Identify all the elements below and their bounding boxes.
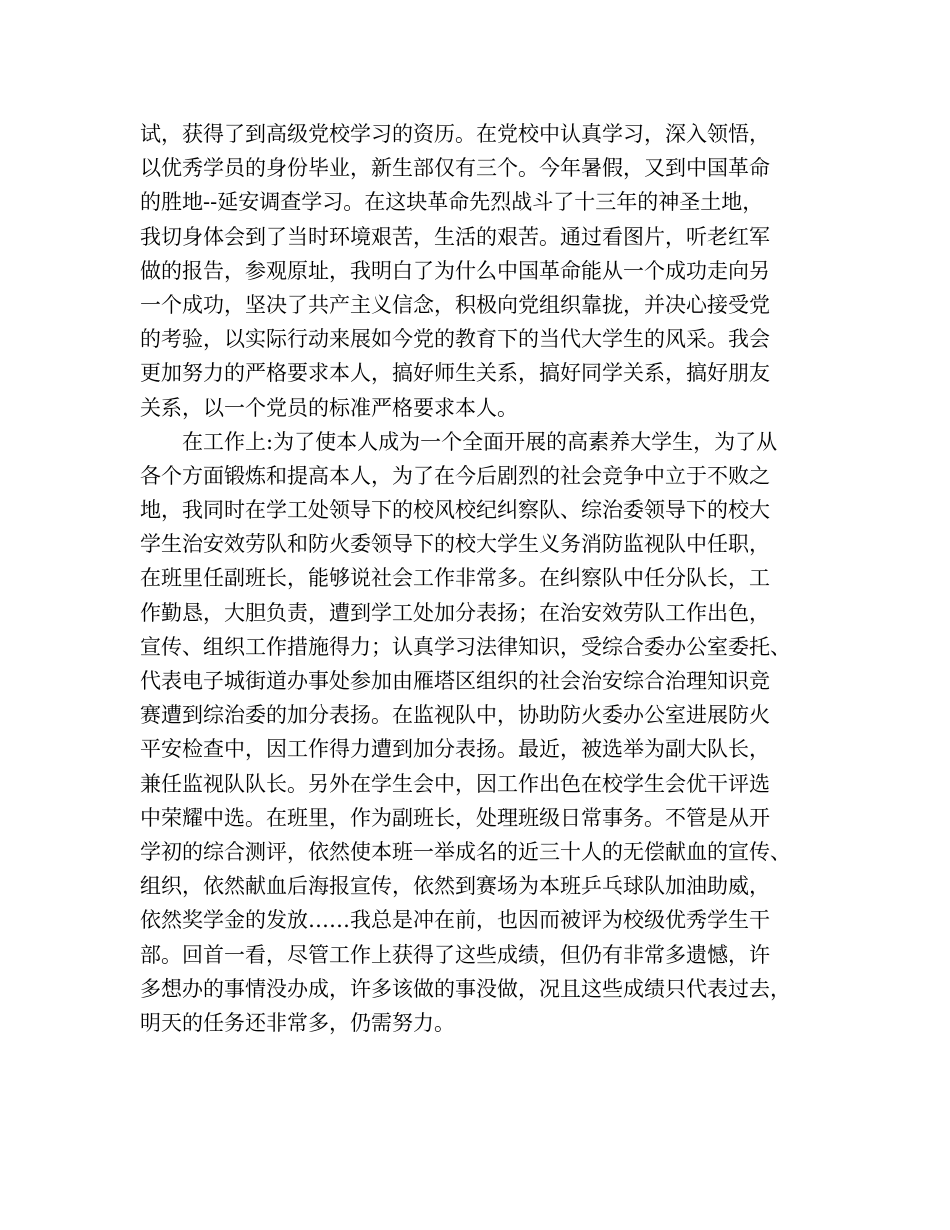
text-line: 平安检查中，因工作得力遭到加分表扬。最近，被选举为副大队长，	[140, 737, 770, 762]
text-line: 更加努力的严格要求本人，搞好师生关系，搞好同学关系，搞好朋友	[140, 361, 770, 386]
text-line: 各个方面锻炼和提高本人，为了在今后剧烈的社会竞争中立于不败之	[140, 463, 770, 488]
text-line: 的考验，以实际行动来展如今党的教育下的当代大学生的风采。我会	[140, 327, 770, 352]
text-line: 在工作上:为了使本人成为一个全面开展的高素养大学生，为了从	[140, 429, 778, 454]
text-line: 代表电子城街道办事处参加由雁塔区组织的社会治安综合治理知识竞	[140, 669, 770, 693]
text-line: 宣传、组织工作措施得力；认真学习法律知识，受综合委办公室委托、	[140, 634, 791, 659]
text-line: 组织，依然献血后海报宣传，依然到赛场为本班乒乓球队加油助威，	[140, 874, 770, 899]
text-line: 作勤恳，大胆负责，遭到学工处加分表扬；在治安效劳队工作出色，	[140, 600, 770, 625]
text-line: 赛遭到综治委的加分表扬。在监视队中，协助防火委办公室进展防火	[140, 703, 770, 728]
text-line: 试，获得了到高级党校学习的资历。在党校中认真学习，深入领悟，	[140, 122, 770, 146]
text-line: 关系，以一个党员的标准严格要求本人。	[140, 395, 518, 420]
text-line: 学初的综合测评，依然使本班一举成名的近三十人的无偿献血的宣传、	[140, 839, 791, 864]
text-line: 中荣耀中选。在班里，作为副班长，处理班级日常事务。不管是从开	[140, 805, 770, 830]
text-line: 做的报告，参观原址，我明白了为什么中国革命能从一个成功走向另	[140, 258, 770, 283]
text-line: 学生治安效劳队和防火委领导下的校大学生义务消防监视队中任职，	[140, 532, 770, 557]
text-line: 地，我同时在学工处领导下的校风校纪纠察队、综治委领导下的校大	[140, 498, 770, 523]
text-line: 的胜地--延安调查学习。在这块革命先烈战斗了十三年的神圣土地，	[140, 190, 764, 215]
text-line: 以优秀学员的身份毕业，新生部仅有三个。今年暑假，又到中国革命	[140, 156, 770, 181]
text-line: 兼任监视队队长。另外在学生会中，因工作出色在校学生会优干评选	[140, 771, 770, 796]
text-line: 一个成功，坚决了共产主义信念，积极向党组织靠拢，并决心接受党	[140, 292, 770, 317]
text-line: 依然奖学金的发放……我总是冲在前，也因而被评为校级优秀学生干	[140, 908, 770, 933]
text-line: 在班里任副班长，能够说社会工作非常多。在纠察队中任分队长，工	[140, 566, 770, 591]
document-body	[140, 117, 830, 1040]
text-line: 明天的任务还非常多，仍需努力。	[140, 1010, 455, 1035]
text-line: 部。回首一看，尽管工作上获得了这些成绩，但仍有非常多遗憾，许	[140, 942, 770, 967]
text-line: 我切身体会到了当时环境艰苦，生活的艰苦。通过看图片，听老红军	[140, 224, 770, 249]
text-line: 多想办的事情没办成，许多该做的事没做，况且这些成绩只代表过去，	[140, 976, 791, 1001]
